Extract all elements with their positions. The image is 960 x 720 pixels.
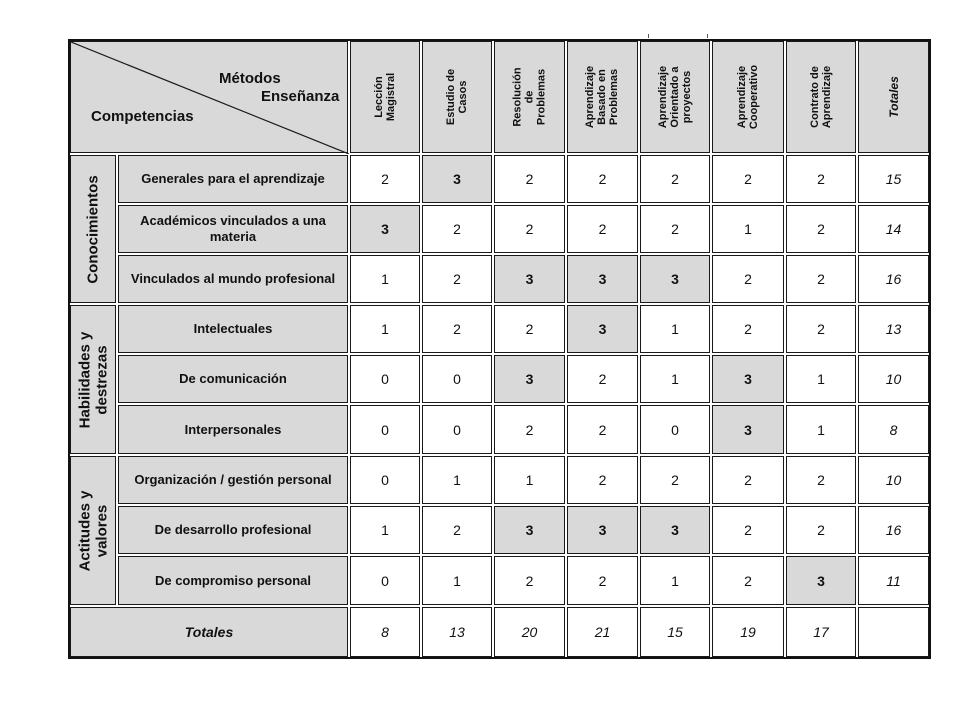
value-cell: 2 — [422, 305, 492, 353]
value-cell: 2 — [712, 255, 784, 303]
value-cell: 2 — [712, 556, 784, 605]
competence-label: De comunicación — [118, 355, 348, 403]
value-cell: 2 — [494, 155, 565, 203]
method-header-3 — [494, 41, 565, 153]
totals-row-label: Totales — [70, 607, 348, 657]
competence-label: Organización / gestión personal — [118, 456, 348, 504]
value-cell: 2 — [786, 305, 856, 353]
value-cell: 2 — [422, 205, 492, 253]
value-cell: 2 — [567, 456, 638, 504]
grand-total-cell — [858, 607, 929, 657]
highlighted-value-cell: 3 — [494, 506, 565, 554]
corner-header-cell — [70, 41, 348, 153]
row-total-cell: 11 — [858, 556, 929, 605]
value-cell: 2 — [567, 155, 638, 203]
value-cell: 0 — [350, 456, 420, 504]
group-header-label: Habilidades y destrezas — [76, 331, 111, 428]
group-header-3 — [70, 456, 116, 605]
value-cell: 2 — [494, 305, 565, 353]
highlighted-value-cell: 3 — [567, 255, 638, 303]
value-cell: 0 — [350, 405, 420, 454]
value-cell: 1 — [786, 405, 856, 454]
corner-label-competencias: Competencias — [91, 108, 194, 125]
row-total-cell: 16 — [858, 255, 929, 303]
method-header-label: Lección Magistral — [372, 72, 397, 122]
value-cell: 2 — [494, 556, 565, 605]
column-total-cell: 15 — [640, 607, 710, 657]
highlighted-value-cell: 3 — [567, 305, 638, 353]
value-cell: 2 — [422, 255, 492, 303]
row-total-cell: 8 — [858, 405, 929, 454]
value-cell: 2 — [640, 155, 710, 203]
method-header-label: Contrato de Aprendizaje — [808, 65, 833, 129]
value-cell: 1 — [494, 456, 565, 504]
row-total-cell: 10 — [858, 355, 929, 403]
column-total-cell: 21 — [567, 607, 638, 657]
group-header-label: Actitudes y valores — [76, 490, 111, 571]
value-cell: 1 — [422, 556, 492, 605]
competence-label: Intelectuales — [118, 305, 348, 353]
value-cell: 1 — [640, 355, 710, 403]
method-header-label: Aprendizaje Cooperativo — [736, 64, 760, 130]
highlighted-value-cell: 3 — [786, 556, 856, 605]
column-total-cell: 20 — [494, 607, 565, 657]
highlighted-value-cell: 3 — [494, 355, 565, 403]
method-header-label: Totales — [886, 76, 901, 118]
value-cell: 2 — [494, 205, 565, 253]
column-total-cell: 19 — [712, 607, 784, 657]
method-header-7 — [786, 41, 856, 153]
value-cell: 2 — [712, 305, 784, 353]
corner-label-ensenanza: Enseñanza — [261, 88, 340, 105]
value-cell: 2 — [786, 506, 856, 554]
scan-mark — [707, 34, 708, 38]
competence-label: De compromiso personal — [118, 556, 348, 605]
value-cell: 2 — [567, 205, 638, 253]
value-cell: 2 — [494, 405, 565, 454]
scan-mark — [648, 34, 649, 38]
competence-label: De desarrollo profesional — [118, 506, 348, 554]
value-cell: 0 — [640, 405, 710, 454]
value-cell: 2 — [567, 556, 638, 605]
value-cell: 0 — [422, 355, 492, 403]
method-header-label: Aprendizaje Orientado a proyectos — [656, 65, 693, 129]
value-cell: 2 — [786, 456, 856, 504]
value-cell: 2 — [567, 355, 638, 403]
row-total-cell: 10 — [858, 456, 929, 504]
competence-label: Vinculados al mundo profesional — [118, 255, 348, 303]
highlighted-value-cell: 3 — [712, 405, 784, 454]
value-cell: 0 — [350, 355, 420, 403]
value-cell: 0 — [422, 405, 492, 454]
group-header-label: Conocimientos — [84, 174, 102, 284]
row-total-cell: 15 — [858, 155, 929, 203]
value-cell: 1 — [640, 305, 710, 353]
method-header-4 — [567, 41, 638, 153]
method-header-label: Estudio de Casos — [444, 68, 469, 126]
competence-label: Generales para el aprendizaje — [118, 155, 348, 203]
value-cell: 2 — [786, 155, 856, 203]
column-total-cell: 17 — [786, 607, 856, 657]
group-header-1 — [70, 155, 116, 303]
corner-label-metodos: Métodos — [219, 70, 281, 87]
group-header-2 — [70, 305, 116, 454]
value-cell: 1 — [350, 305, 420, 353]
highlighted-value-cell: 3 — [350, 205, 420, 253]
value-cell: 2 — [712, 456, 784, 504]
competence-label: Interpersonales — [118, 405, 348, 454]
value-cell: 2 — [350, 155, 420, 203]
value-cell: 1 — [712, 205, 784, 253]
highlighted-value-cell: 3 — [422, 155, 492, 203]
value-cell: 2 — [567, 405, 638, 454]
competence-label: Académicos vinculados a una materia — [118, 205, 348, 253]
column-total-cell: 13 — [422, 607, 492, 657]
value-cell: 1 — [350, 255, 420, 303]
method-header-2 — [422, 41, 492, 153]
value-cell: 0 — [350, 556, 420, 605]
method-header-6 — [712, 41, 784, 153]
value-cell: 2 — [640, 456, 710, 504]
value-cell: 2 — [640, 205, 710, 253]
highlighted-value-cell: 3 — [640, 255, 710, 303]
column-total-cell: 8 — [350, 607, 420, 657]
value-cell: 2 — [422, 506, 492, 554]
value-cell: 2 — [786, 205, 856, 253]
highlighted-value-cell: 3 — [712, 355, 784, 403]
method-header-label: Aprendizaje Basado en Problemas — [584, 65, 621, 129]
value-cell: 1 — [786, 355, 856, 403]
method-header-5 — [640, 41, 710, 153]
row-total-cell: 13 — [858, 305, 929, 353]
highlighted-value-cell: 3 — [567, 506, 638, 554]
highlighted-value-cell: 3 — [640, 506, 710, 554]
row-total-cell: 16 — [858, 506, 929, 554]
method-header-1 — [350, 41, 420, 153]
value-cell: 1 — [350, 506, 420, 554]
highlighted-value-cell: 3 — [494, 255, 565, 303]
method-header-label: Resolución de Problemas — [511, 67, 548, 127]
value-cell: 1 — [422, 456, 492, 504]
value-cell: 2 — [712, 155, 784, 203]
method-header-8 — [858, 41, 929, 153]
value-cell: 2 — [786, 255, 856, 303]
value-cell: 1 — [640, 556, 710, 605]
row-total-cell: 14 — [858, 205, 929, 253]
value-cell: 2 — [712, 506, 784, 554]
